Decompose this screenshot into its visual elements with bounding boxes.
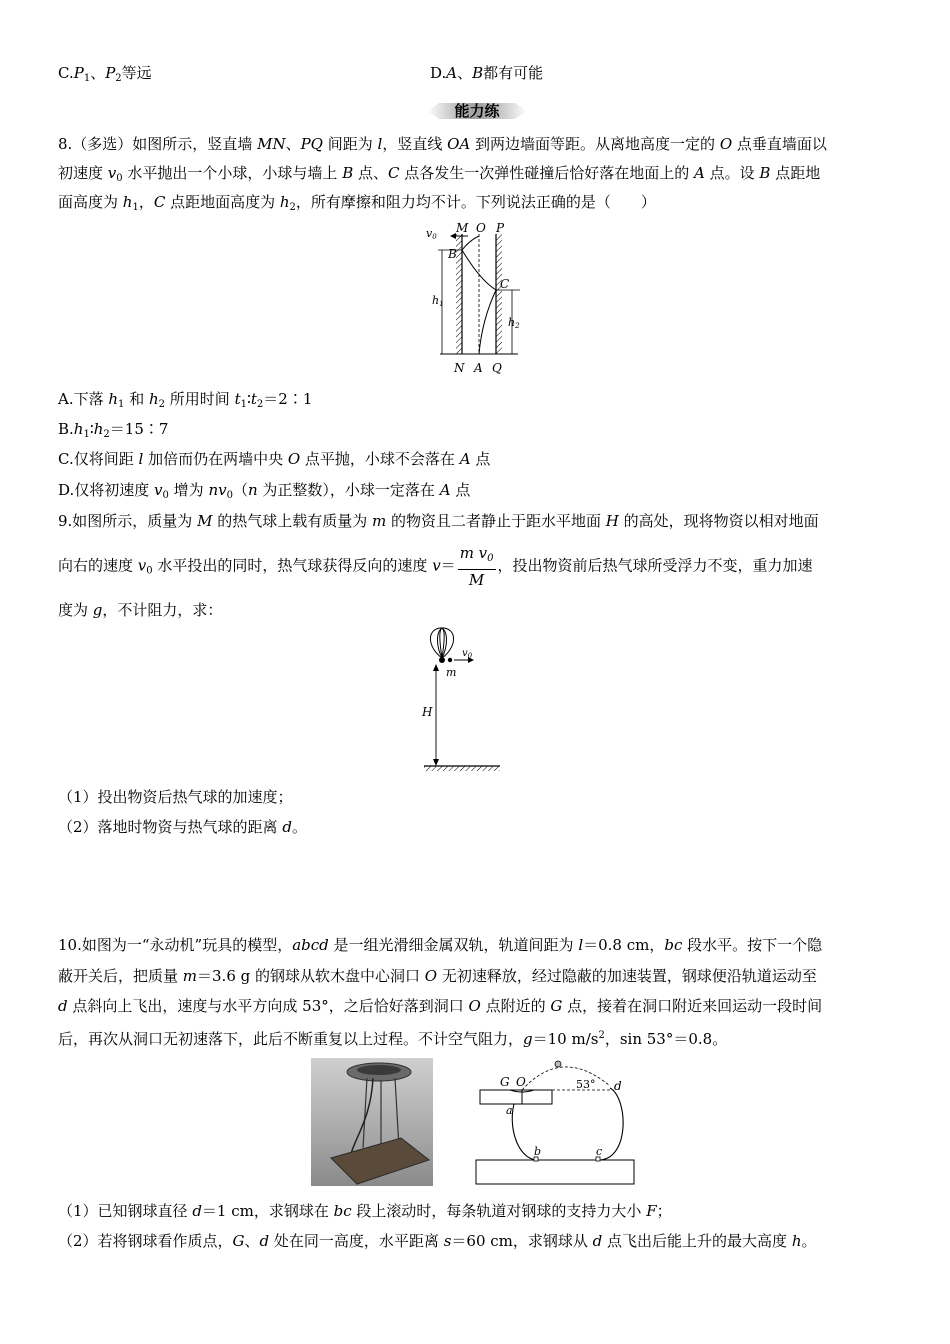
q9-subquestion-2: （2）落地时物资与热气球的距离 d。 [58, 818, 307, 836]
q10-line-1: 10.如图为一“永动机”玩具的模型，abcd 是一组光滑细金属双轨，轨道间距为 l＝0.8 cm，bc 段水平。按下一个隐 [58, 936, 823, 954]
fig8-label-h2: h2 [508, 316, 520, 330]
fig10-label-a: a [506, 1104, 513, 1117]
velocity-fraction: $\frac{m v_0}{M}$ [459, 544, 494, 589]
q8-option-c: C.仅将间距 l 加倍而仍在两墙中央 O 点平抛，小球不会落在 A 点 [58, 450, 491, 468]
option-c-p1-p2: $C.P_1$、$P_2$等远 [58, 64, 152, 84]
fig8-label-c: C [500, 277, 510, 291]
q8-line-2: 初速度 $v_0$ 水平抛出一个小球，小球与墙上 B 点、C 点各发生一次弹性碰撞后恰好落在地面上的 A 点。设 B 点距地 [58, 164, 821, 184]
fig8-label-a: A [474, 361, 483, 375]
height-arrow-bottom [433, 759, 439, 766]
section-banner [427, 100, 527, 122]
q8-option-b: $B.h_1∶h_2=15∶7$ [58, 420, 169, 440]
ball-apex [555, 1061, 561, 1067]
q9-line-3: 度为 g，不计阻力，求： [58, 601, 223, 619]
fig9-label-m: m [446, 666, 457, 679]
option-d-a-b: D.A、B都有可能 [430, 64, 544, 82]
photo-rail [351, 1078, 373, 1154]
q9-line-1: 9.如图所示，质量为 M 的热气球上载有质量为 m 的物资且二者静止于距水平地面 H 的高处，现将物资以相对地面 [58, 512, 819, 530]
q8-line-1: 8.（多选）如图所示，竖直墙 MN、PQ 间距为 l，竖直线 OA 到两边墙面等距。从离地高度一定的 O 点垂直墙面以 [58, 135, 827, 153]
fig10-label-g: G [500, 1075, 510, 1089]
flight-path [522, 1067, 610, 1090]
q10-subquestion-1: （1）已知钢球直径 d＝1 cm，求钢球在 bc 段上滚动时，每条轨道对钢球的支持力大小 F； [58, 1202, 672, 1220]
fig10-label-c: c [596, 1145, 603, 1158]
q10-line-4: 后，再次从洞口无初速落下，此后不断重复以上过程。不计空气阻力，g＝10 $m/s^2$，sin 53°＝0.8。 [58, 1030, 728, 1048]
q8-wall-figure [420, 220, 530, 380]
fig8-label-m: M [456, 221, 469, 235]
balloon-basket [439, 657, 445, 663]
fig10-label-angle: 53° [576, 1078, 596, 1091]
cargo-dot [448, 658, 452, 662]
fig9-label-h: H [422, 705, 433, 719]
q8-option-a: A.下落 $h_1$ 和 $h_2$ 所用时间 $t_1∶t_2=2∶1$ [58, 390, 313, 410]
fig9-label-v0: $v_0$ [462, 648, 473, 660]
q9-line-2: 向右的速度 $v_0$ 水平投出的同时，热气球获得反向的速度 v＝ $\frac{m v_0}{M}$ ，投出物资前后热气球所受浮力不变，重力加速 [58, 544, 813, 589]
toy-photo-drawing [311, 1058, 433, 1186]
q10-subquestion-2: （2）若将钢球看作质点，G、d 处在同一高度，水平距离 s＝60 cm，求钢球从 d 点飞出后能上升的最大高度 h。 [58, 1232, 817, 1250]
fig10-label-d: d [614, 1079, 622, 1093]
q10-track-diagram [470, 1058, 640, 1188]
ground-hatch [424, 766, 500, 771]
fig8-label-p: P [496, 221, 505, 235]
wall-mn-hatch [456, 234, 462, 354]
q10-line-2: 蔽开关后，把质量 m＝3.6 g 的钢球从软木盘中心洞口 O 无初速释放，经过隐蔽的加速装置，钢球便沿轨道运动至 [58, 967, 817, 985]
track-base [476, 1160, 634, 1184]
q8-option-d: D.仅将初速度 $v_0$ 增为 $nv_0(n$ 为正整数），小球一定落在 A 点 [58, 481, 471, 501]
wall-pq-hatch [496, 234, 502, 354]
fig8-label-o: O [476, 221, 486, 235]
fig8-label-v0: v0 [426, 227, 437, 241]
height-arrow-top [433, 664, 439, 671]
disc-left-block [480, 1090, 522, 1104]
wooden-base [331, 1138, 429, 1184]
toy-photo [311, 1058, 433, 1186]
support-rod-3 [395, 1078, 399, 1148]
q10-line-3: d 点斜向上飞出，速度与水平方向成 53°，之后恰好落到洞口 O 点附近的 G 点，接着在洞口附近来回运动一段时间 [58, 997, 823, 1015]
fig8-label-b: B [448, 247, 457, 261]
fig10-label-b: b [534, 1145, 542, 1158]
q8-line-3: 面高度为 $h_1$，C 点距地面高度为 $h_2$，所有摩擦和阻力均不计。下列说法正确的是（ ） [58, 193, 656, 213]
banner-title: 能力练 [454, 102, 500, 120]
q9-balloon-figure [418, 626, 518, 776]
fig10-label-o: O [516, 1075, 526, 1089]
fig8-label-n: N [454, 361, 465, 375]
fig8-label-h1: h1 [432, 294, 444, 308]
q9-subquestion-1: （1）投出物资后热气球的加速度； [58, 788, 293, 806]
cork-disc-top [357, 1065, 401, 1075]
fig8-label-q: Q [492, 361, 502, 375]
balloon-center-lobe [438, 628, 447, 658]
